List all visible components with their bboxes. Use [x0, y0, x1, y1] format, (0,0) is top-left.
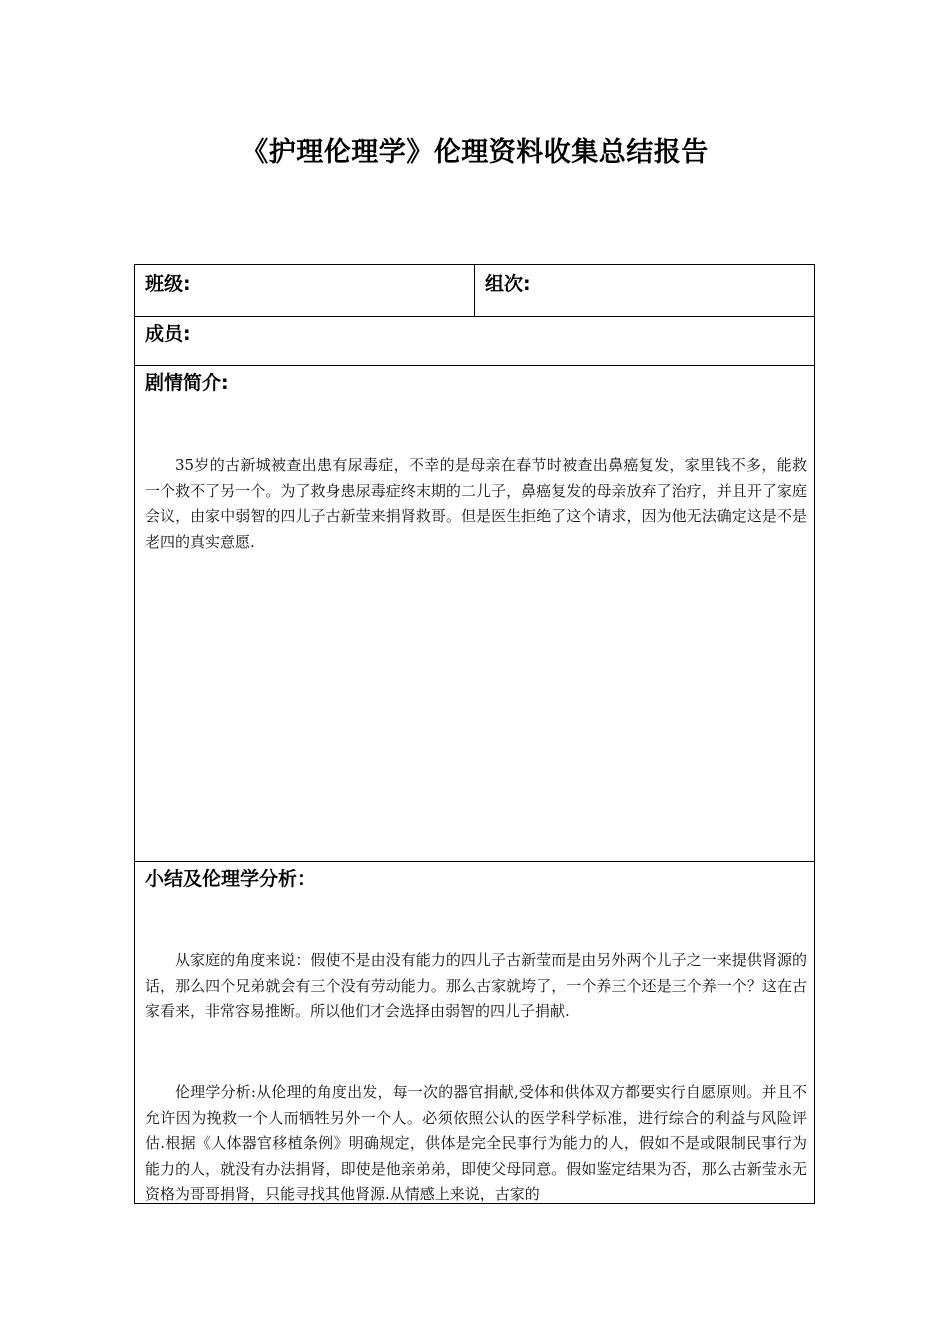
row-divider-1 — [135, 316, 814, 317]
plot-summary-label: 剧情简介: — [145, 372, 229, 394]
plot-summary-text: 35岁的古新城被查出患有尿毒症，不幸的是母亲在春节时被查出鼻癌复发，家里钱不多，能救一个救不了另一个。为了救身患尿毒症终末期的二儿子，鼻癌复发的母亲放弃了治疗，并且开了家庭会议，由家中弱智的四儿子古新莹来捐肾救哥。但是医生拒绝了这个请求，因为他无法确定这是不是老四的真实意愿. — [145, 456, 807, 551]
row-divider-2 — [135, 365, 814, 366]
ethics-analysis-paragraph: 伦理学分析:从伦理的角度出发，每一次的器官捐献,受体和供体双方都要实行自愿原则。并且不允许因为挽救一个人而牺牲另外一个人。必须依照公认的医学科学标准，进行综合的利益与风险评估.根据《人体器官移植条例》明确规定，供体是完全民事行为能力的人，假如不是或限制民事行为能力的人，就没有办法捐肾，即使是他亲弟弟，即使父母同意。假如鉴定结果为否，那么古新莹永无资格为哥哥捐肾，只能寻找其他肾源.从情感上来说，古家的 — [145, 1083, 807, 1202]
page-title: 《护理伦理学》伦理资料收集总结报告 — [241, 137, 709, 168]
summary-analysis-label: 小结及伦理学分析： — [145, 868, 317, 890]
class-label: 班级: — [145, 273, 191, 295]
members-label: 成员: — [145, 323, 191, 345]
row-divider-3 — [135, 861, 814, 862]
report-form-table — [134, 264, 815, 1204]
column-divider — [474, 265, 475, 316]
group-label: 组次: — [485, 273, 531, 295]
family-perspective-paragraph: 从家庭的角度来说：假使不是由没有能力的四儿子古新莹而是由另外两个儿子之一来提供肾源的话，那么四个兄弟就会有三个没有劳动能力。那么古家就垮了，一个养三个还是三个养一个？这在古家看来，非常容易推断。所以他们才会选择由弱智的四儿子捐献. — [145, 951, 807, 1020]
